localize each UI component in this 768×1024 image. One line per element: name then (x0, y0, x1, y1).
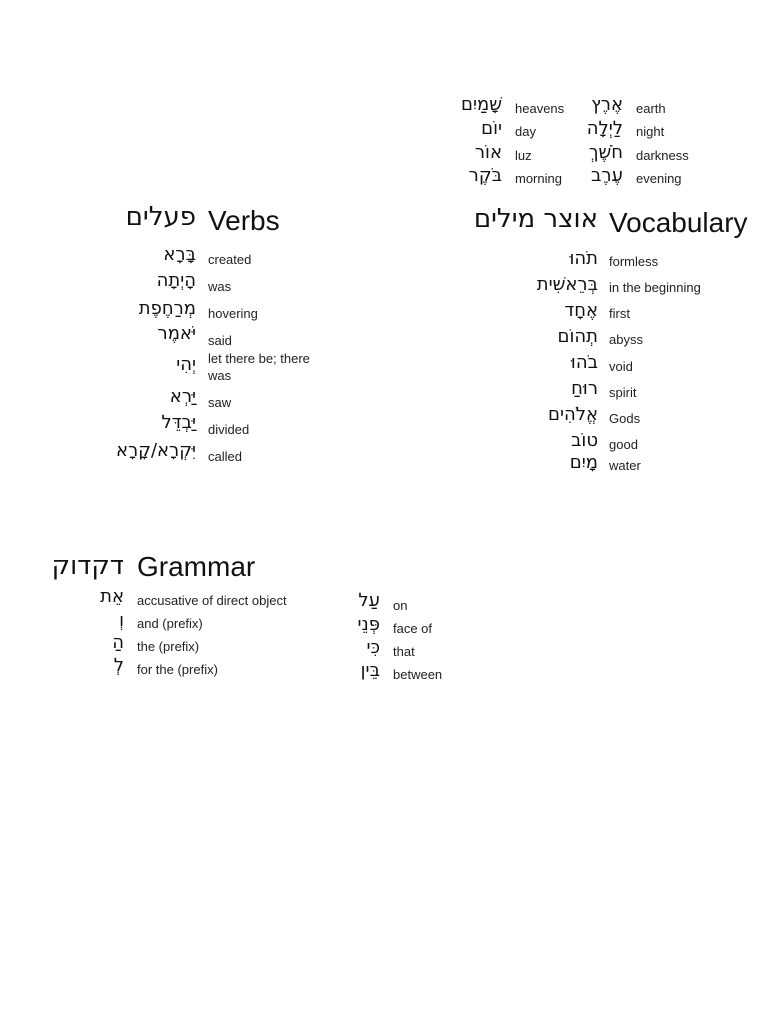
vocab-gloss: first (609, 306, 630, 321)
verb-gloss: hovering (208, 306, 258, 321)
english-gloss: earth (636, 101, 666, 116)
vocab-gloss: good (609, 437, 638, 452)
vocab-hebrew: רוּחַ (571, 378, 598, 399)
grammar-hebrew: וְ (119, 610, 124, 631)
english-gloss: day (515, 124, 536, 139)
grammar-hebrew: הַ (112, 632, 124, 653)
verb-hebrew: יֹּאמֶר (157, 323, 196, 344)
grammar-hebrew: כִּי (366, 637, 380, 658)
english-gloss: night (636, 124, 665, 139)
vocab-hebrew: אֱלֹהִים (548, 404, 598, 425)
vocab-gloss: formless (609, 254, 659, 269)
verb-hebrew: מְרַחֶפֶת (138, 298, 196, 319)
verb-gloss: was (208, 279, 232, 294)
vocab-hebrew: בְּרֵאשִׁית (536, 274, 598, 295)
grammar-gloss: on (393, 598, 408, 613)
english-gloss: luz (515, 148, 532, 163)
verb-hebrew: יַּרְא (169, 386, 196, 407)
verb-gloss: said (208, 333, 232, 348)
verb-gloss: saw (208, 395, 232, 410)
section-title: Grammar (137, 551, 256, 582)
grammar-gloss: that (393, 644, 415, 659)
english-gloss: heavens (515, 101, 565, 116)
grammar-hebrew: בֵּין (360, 660, 380, 681)
hebrew-word: לַיְלָה (586, 118, 623, 139)
grammar-hebrew: לְ (113, 655, 124, 676)
vocab-gloss: spirit (609, 385, 637, 400)
verb-hebrew: בָּרָא (163, 244, 196, 265)
hebrew-word: אוֹר (474, 142, 502, 163)
hebrew-word: אֶרֶץ (591, 94, 623, 115)
vocab-gloss: water (609, 458, 641, 473)
hebrew-word: חֹשֶׁךְ (588, 142, 623, 163)
verb-hebrew: הָיְתָה (156, 270, 196, 291)
vocab-hebrew: תְהוֹם (557, 326, 598, 347)
english-gloss: evening (636, 171, 682, 186)
english-gloss: darkness (636, 148, 689, 163)
vocab-hebrew: תֹהוּ (569, 248, 598, 269)
vocab-gloss: Gods (609, 411, 641, 426)
grammar-hebrew: אֵת (100, 586, 124, 607)
grammar-gloss: for the (prefix) (137, 662, 218, 677)
grammar-hebrew: פְּנֵי (357, 614, 380, 635)
section-title-hebrew: אוצר מילים (473, 204, 598, 234)
vocab-hebrew: מָיִם (569, 452, 598, 473)
vocab-gloss: void (609, 359, 633, 374)
verb-gloss: called (208, 449, 242, 464)
verb-gloss: let there be; there was (208, 351, 310, 383)
hebrew-word: יוֹם (481, 118, 502, 139)
hebrew-word: בֹּקֶר (468, 165, 502, 186)
grammar-gloss: between (393, 667, 443, 682)
vocab-gloss: abyss (609, 332, 643, 347)
section-title: Verbs (208, 205, 280, 236)
section-title: Vocabulary (609, 207, 748, 238)
verb-gloss: divided (208, 422, 250, 437)
grammar-gloss: the (prefix) (137, 639, 200, 654)
hebrew-word: עֶרֶב (590, 165, 623, 186)
verb-hebrew: יַּבְדֵּל (161, 412, 196, 433)
grammar-gloss: accusative of direct object (137, 593, 287, 608)
section-title-hebrew: דקדוק (51, 551, 124, 581)
hebrew-word: שָׁמַיִם (461, 94, 502, 115)
verb-gloss: created (208, 252, 252, 267)
english-gloss: morning (515, 171, 562, 186)
grammar-gloss: face of (393, 621, 433, 636)
vocab-gloss: in the beginning (609, 280, 701, 295)
vocab-hebrew: בֹהוּ (570, 352, 598, 373)
grammar-hebrew: עַל (358, 590, 380, 611)
verb-hebrew: יִּקְרָא/קָרָא (115, 440, 196, 461)
vocab-hebrew: אֶחָד (564, 300, 598, 321)
section-title-hebrew: פעלים (125, 202, 196, 232)
verb-hebrew: יְהִי (176, 354, 196, 375)
vocab-hebrew: טוֹב (571, 430, 598, 451)
grammar-gloss: and (prefix) (137, 616, 203, 631)
